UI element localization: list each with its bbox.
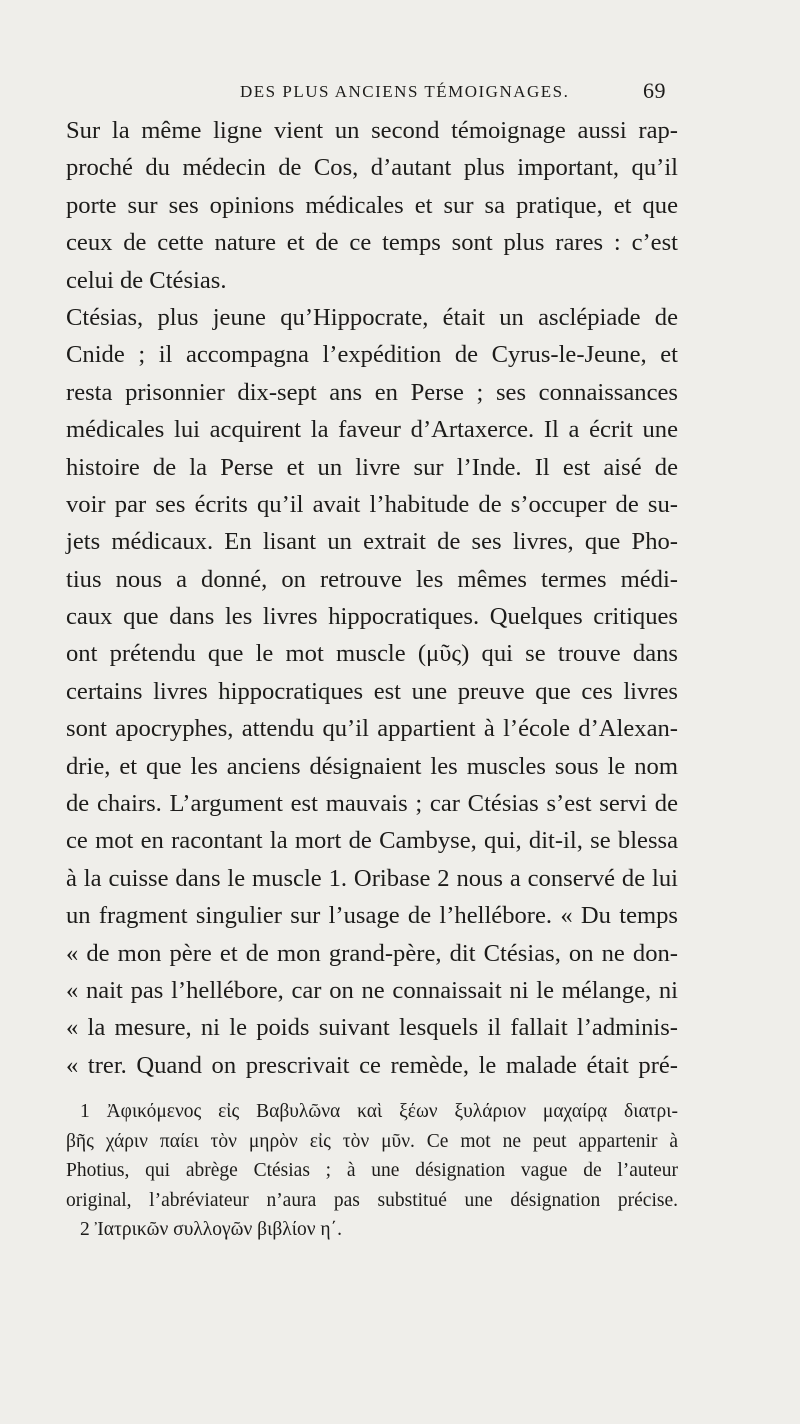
text-line: ont prétendu que le mot muscle (μῦς) qui se trouve dans: [66, 640, 678, 668]
text-line: voir par ses écrits qu’il avait l’habitude de s’occuper de su-: [66, 490, 678, 518]
text-line: « nait pas l’hellébore, car on ne connaissait ni le mélange, ni: [66, 976, 678, 1004]
text-line: sont apocryphes, attendu qu’il appartient à l’école d’Alexan-: [66, 715, 678, 743]
text-line: histoire de la Perse et un livre sur l’Inde. Il est aisé de: [66, 453, 678, 481]
text-line: caux que dans les livres hippocratiques. Quelques critiques: [66, 603, 678, 631]
text-line: un fragment singulier sur l’usage de l’hellébore. « Du temps: [66, 902, 678, 930]
footnotes: [66, 1097, 678, 1245]
body-text: [66, 112, 678, 1084]
text-line: celui de Ctésias.: [66, 266, 227, 294]
text-line: « de mon père et de mon grand-père, dit Ctésias, on ne don-: [66, 939, 678, 967]
text-line: Ctésias, plus jeune qu’Hippocrate, était un asclépiade de: [66, 303, 678, 331]
footnote-line: 1 Ἀφικόμενος εἰς Βαβυλῶνα καὶ ξέων ξυλάριον μαχαίρᾳ διατρι-: [80, 1101, 678, 1122]
footnote-line: 2 Ἰατρικῶν συλλογῶν βιβλίον η΄.: [80, 1219, 342, 1241]
text-line: Sur la même ligne vient un second témoignage aussi rap-: [66, 117, 678, 144]
footnote-line: original, l’abréviateur n’aura pas substitué une désignation précise.: [66, 1189, 678, 1211]
text-line: porte sur ses opinions médicales et sur sa pratique, et que: [66, 191, 678, 219]
text-line: de chairs. L’argument est mauvais ; car Ctésias s’est servi de: [66, 790, 678, 818]
text-line: proché du médecin de Cos, d’autant plus important, qu’il: [66, 154, 678, 182]
text-line: resta prisonnier dix-sept ans en Perse ; ses connaissances: [66, 378, 678, 406]
text-line: ce mot en racontant la mort de Cambyse, qui, dit-il, se blessa: [66, 827, 678, 855]
page-number: 69: [643, 78, 666, 103]
running-title: DES PLUS ANCIENS TÉMOIGNAGES.: [240, 82, 570, 101]
text-line: ceux de cette nature et de ce temps sont plus rares : c’est: [66, 229, 678, 257]
text-line: drie, et que les anciens désignaient les muscles sous le nom: [66, 752, 678, 780]
footnote-line: Photius, qui abrège Ctésias ; à une désignation vague de l’auteur: [66, 1160, 678, 1182]
text-line: certains livres hippocratiques est une preuve que ces livres: [66, 677, 678, 705]
text-line: « trer. Quand on prescrivait ce remède, le malade était pré-: [66, 1051, 678, 1079]
running-head: [0, 78, 800, 112]
text-line: Cnide ; il accompagna l’expédition de Cyrus-le-Jeune, et: [66, 341, 678, 369]
footnote-line: βῆς χάριν παίει τὸν μηρὸν εἰς τὸν μῦν. Ce mot ne peut appartenir à: [66, 1130, 678, 1152]
text-line: « la mesure, ni le poids suivant lesquels il fallait l’adminis-: [66, 1014, 678, 1042]
text-line: jets médicaux. En lisant un extrait de ses livres, que Pho-: [66, 528, 678, 556]
text-line: à la cuisse dans le muscle 1. Oribase 2 nous a conservé de lui: [66, 864, 678, 892]
text-line: médicales lui acquirent la faveur d’Artaxerce. Il a écrit une: [66, 416, 678, 444]
text-line: tius nous a donné, on retrouve les mêmes termes médi-: [66, 565, 678, 593]
